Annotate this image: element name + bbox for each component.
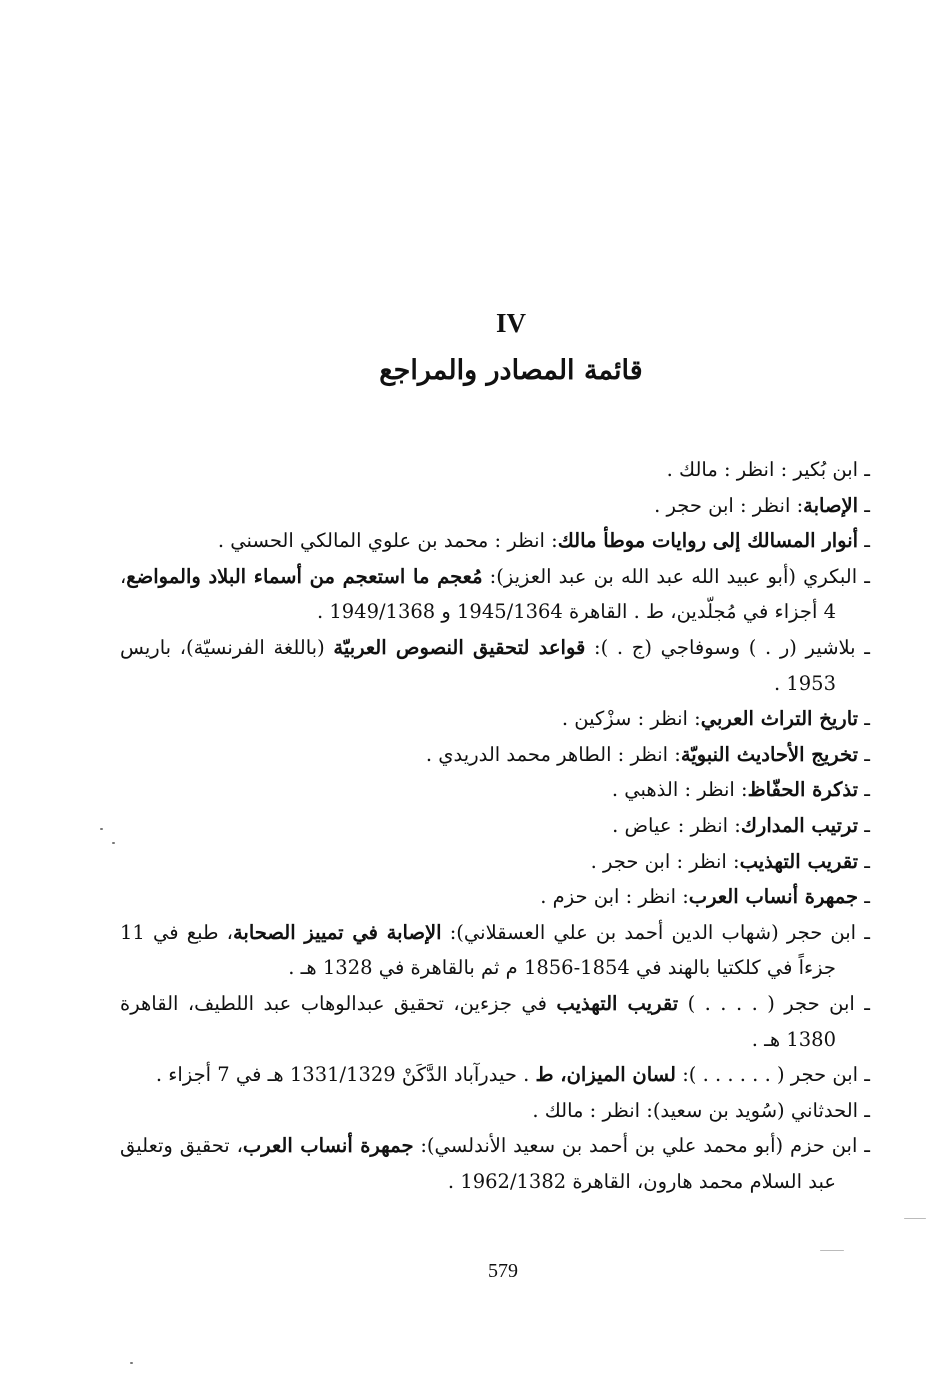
entry-text: البكري (أبو عبيد الله عبد الله بن عبد العزيز): xyxy=(482,564,858,588)
entry-title: جمهرة أنساب العرب xyxy=(242,1134,414,1158)
entry-text: . حيدرآباد الدَّكَنْ 1331/1329 هـ في 7 أجزاء . xyxy=(155,1063,536,1087)
entry-text: ابن بُكير : انظر : مالك . xyxy=(666,458,859,481)
reference-entry xyxy=(120,1057,870,1093)
reference-entry xyxy=(120,915,870,986)
entry-text: ابن حجر ( . . . . ) xyxy=(678,991,855,1015)
scan-speck xyxy=(100,828,103,830)
entry-dash: ـ xyxy=(858,1063,870,1087)
entry-dash: ـ xyxy=(858,813,870,837)
entry-text: : انظر : عياض . xyxy=(612,813,741,837)
reference-entry xyxy=(120,630,870,701)
entry-text: (باللغة الفرنسيّة)، باريس 1953 . xyxy=(120,635,836,695)
chapter-title: قائمة المصادر والمراجع xyxy=(379,355,643,386)
reference-entry xyxy=(120,1093,870,1129)
page-number: 579 xyxy=(488,1260,518,1282)
entry-dash: ـ xyxy=(858,778,870,802)
entry-title: تقريب التهذيب xyxy=(739,849,859,873)
entry-dash: ـ xyxy=(858,493,870,517)
references-list xyxy=(120,452,870,1199)
entry-title: جمهرة أنساب العرب xyxy=(688,885,859,909)
entry-dash: ـ xyxy=(854,991,870,1015)
entry-text: : انظر : الذهبي . xyxy=(611,778,748,802)
scan-speck xyxy=(130,1362,133,1364)
entry-title: الإصابة xyxy=(803,493,859,517)
entry-dash: ـ xyxy=(858,742,870,766)
entry-title: أنوار المسالك إلى روايات موطأ مالك xyxy=(557,529,859,553)
reference-entry xyxy=(120,452,870,488)
entry-dash: ـ xyxy=(858,707,870,731)
reference-entry xyxy=(120,488,870,524)
entry-text: : انظر : سزْكين . xyxy=(561,707,701,731)
scan-speck xyxy=(112,842,115,844)
entry-text: : انظر : الطاهر محمد الدريدي . xyxy=(425,742,681,766)
entry-title: ترتيب المدارك xyxy=(740,813,859,837)
scan-speck xyxy=(820,1250,844,1251)
reference-entry xyxy=(120,737,870,773)
entry-text: : انظر : محمد بن علوي المالكي الحسني . xyxy=(217,529,558,553)
reference-entry xyxy=(120,701,870,737)
entry-title: تخريج الأحاديث النبويّة xyxy=(680,742,859,766)
entry-dash: ـ xyxy=(858,1098,870,1122)
entry-dash: ـ xyxy=(855,635,870,659)
entry-title: لسان الميزان، ط xyxy=(535,1063,677,1087)
entry-dash: ـ xyxy=(858,458,870,481)
entry-text: الحدثاني (سُويد بن سعيد): انظر : مالك . xyxy=(532,1098,859,1122)
entry-title: الإصابة في تمييز الصحابة xyxy=(232,920,442,944)
reference-entry xyxy=(120,808,870,844)
entry-text: : انظر : ابن حجر . xyxy=(654,493,804,517)
entry-title: تاريخ التراث العربي xyxy=(700,707,859,731)
entry-text: ابن حجر (شهاب الدين أحمد بن علي العسقلاني): xyxy=(441,920,857,944)
entry-text: ، 4 أجزاء في مُجلّدين، ط . القاهرة 1945/1364 و 1949/1368 . xyxy=(120,564,836,624)
reference-entry xyxy=(120,1128,870,1199)
reference-entry xyxy=(120,772,870,808)
reference-entry xyxy=(120,523,870,559)
entry-text: : انظر : ابن حجر . xyxy=(590,849,740,873)
entry-dash: ـ xyxy=(857,564,870,588)
reference-entry xyxy=(120,559,870,630)
entry-title: تذكرة الحفّاظ xyxy=(747,778,859,802)
entry-dash: ـ xyxy=(856,920,870,944)
reference-entry xyxy=(120,844,870,880)
entry-title: تقريب التهذيب xyxy=(556,991,679,1015)
chapter-number: IV xyxy=(495,308,526,338)
entry-text: ابن حزم (أبو محمد علي بن أحمد بن سعيد الأندلسي): xyxy=(413,1134,858,1158)
entry-dash: ـ xyxy=(857,1134,870,1158)
reference-entry xyxy=(120,879,870,915)
entry-text: ابن حجر ( . . . . . . ): xyxy=(676,1063,859,1087)
entry-text: بلاشير (ر . ) وسوفاجي (ج . ): xyxy=(585,635,856,659)
entry-dash: ـ xyxy=(858,849,870,873)
reference-entry xyxy=(120,986,870,1057)
entry-title: قواعد لتحقيق النصوص العربيّة xyxy=(333,635,586,659)
entry-dash: ـ xyxy=(858,529,870,553)
entry-title: مُعجم ما استعجم من أسماء البلاد والمواضع xyxy=(126,564,483,588)
entry-dash: ـ xyxy=(858,885,870,909)
entry-text: ، طبع في 11 جزءاً في كلكتيا بالهند في 1854-1856 م ثم بالقاهرة في 1328 هـ . xyxy=(120,920,836,980)
entry-text: في جزءين، تحقيق عبدالوهاب عبد اللطيف، القاهرة 1380 هـ . xyxy=(120,991,836,1051)
entry-text: : انظر : ابن حزم . xyxy=(540,885,689,909)
scan-speck xyxy=(904,1218,926,1219)
entry-text: ، تحقيق وتعليق عبد السلام محمد هارون، القاهرة 1962/1382 . xyxy=(120,1134,836,1193)
